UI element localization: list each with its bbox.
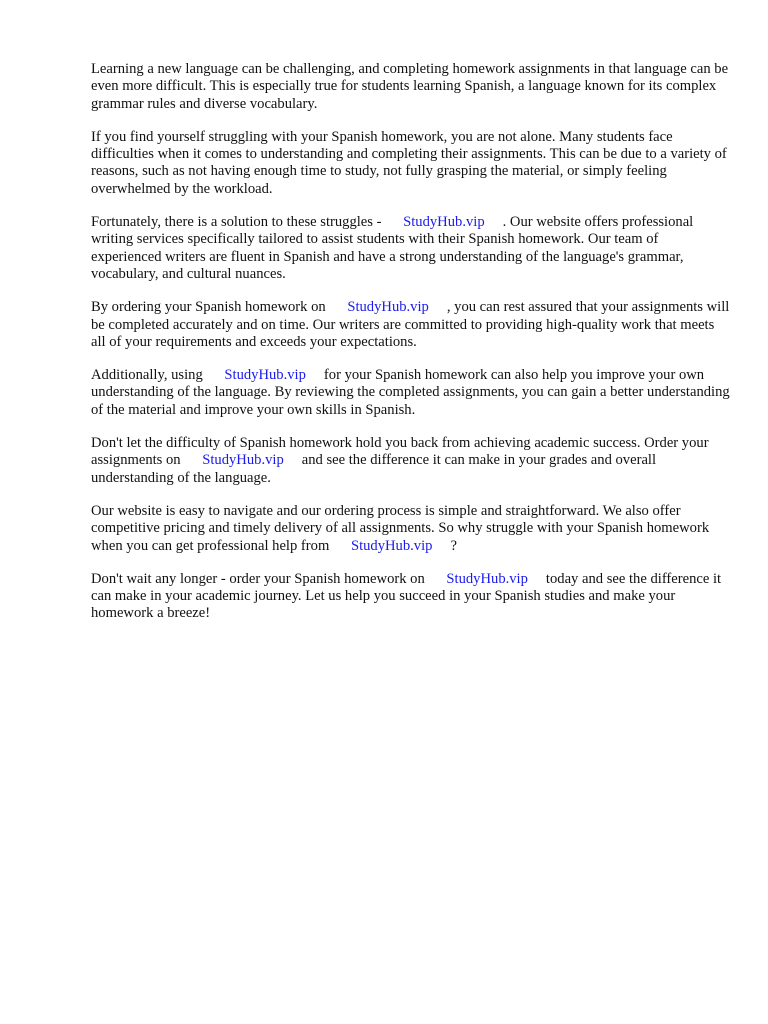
- studyhub-link[interactable]: StudyHub.vip: [446, 570, 528, 587]
- paragraph-text-after: for your Spanish homework can also help you improve your own understanding of the language. By reviewing the completed assignments, you can gain a better understanding of the material and improve your own skills in Spanish.: [91, 367, 730, 418]
- paragraph-text-after: today and see the difference it can make in your academic journey. Let us help you succeed in your Spanish studies and make your homework a breeze!: [91, 570, 722, 622]
- paragraph-struggling: [91, 129, 731, 198]
- paragraph-text: Learning a new language can be challenging, and completing homework assignments in that language can be even more difficult. This is especially true for students learning Spanish, a language known for its complex grammar rules and diverse vocabulary.: [91, 61, 729, 112]
- paragraph-closing: [91, 571, 731, 623]
- studyhub-link[interactable]: StudyHub.vip: [347, 299, 429, 316]
- paragraph-text-after: and see the difference it can make in your grades and overall understanding of the language.: [91, 452, 657, 486]
- paragraph-text-before: Additionally, using: [91, 367, 207, 384]
- studyhub-link[interactable]: StudyHub.vip: [403, 214, 485, 231]
- paragraph-website: [91, 503, 731, 555]
- studyhub-link[interactable]: StudyHub.vip: [350, 537, 433, 554]
- paragraph-text-after: . Our website offers professional writing services specifically tailored to assist students with their Spanish homework. Our team of experienced writers are fluent in Spanish and have a strong understanding of the language's grammar, vocabulary, and cultural nuances.: [91, 214, 694, 282]
- paragraph-text-before: Our website is easy to navigate and our ordering process is simple and straightforward. We also offer competitive pricing and timely delivery of all assignments. So why struggle with your Spanish homework when you can get professional help from: [91, 502, 710, 554]
- paragraph-text: If you find yourself struggling with your Spanish homework, you are not alone. Many students face difficulties when it comes to understanding and completing their assignments. This can be due to a variety of reasons, such as not having enough time to study, not fully grasping the material, or simply feeling overwhelmed by the workload.: [91, 128, 727, 197]
- studyhub-link[interactable]: StudyHub.vip: [224, 367, 306, 384]
- paragraph-success: [91, 435, 731, 487]
- paragraph-solution: [91, 214, 731, 283]
- paragraph-text-before: Don't wait any longer - order your Spanish homework on: [91, 570, 429, 587]
- paragraph-text-before: Don't let the difficulty of Spanish homework hold you back from achieving academic success. Order your assignments on: [91, 435, 709, 469]
- paragraph-intro: [91, 61, 731, 113]
- paragraph-text-after: , you can rest assured that your assignments will be completed accurately and on time. Our writers are committed to providing high-quality work that meets all of your requirements and exceeds your expectations.: [91, 299, 730, 350]
- document-page: [91, 61, 731, 639]
- paragraph-text-after: ?: [450, 537, 457, 554]
- paragraph-ordering: [91, 299, 731, 351]
- paragraph-text-before: By ordering your Spanish homework on: [91, 299, 330, 316]
- paragraph-text-before: Fortunately, there is a solution to these struggles -: [91, 214, 386, 231]
- paragraph-additionally: [91, 367, 731, 419]
- studyhub-link[interactable]: StudyHub.vip: [202, 452, 284, 469]
